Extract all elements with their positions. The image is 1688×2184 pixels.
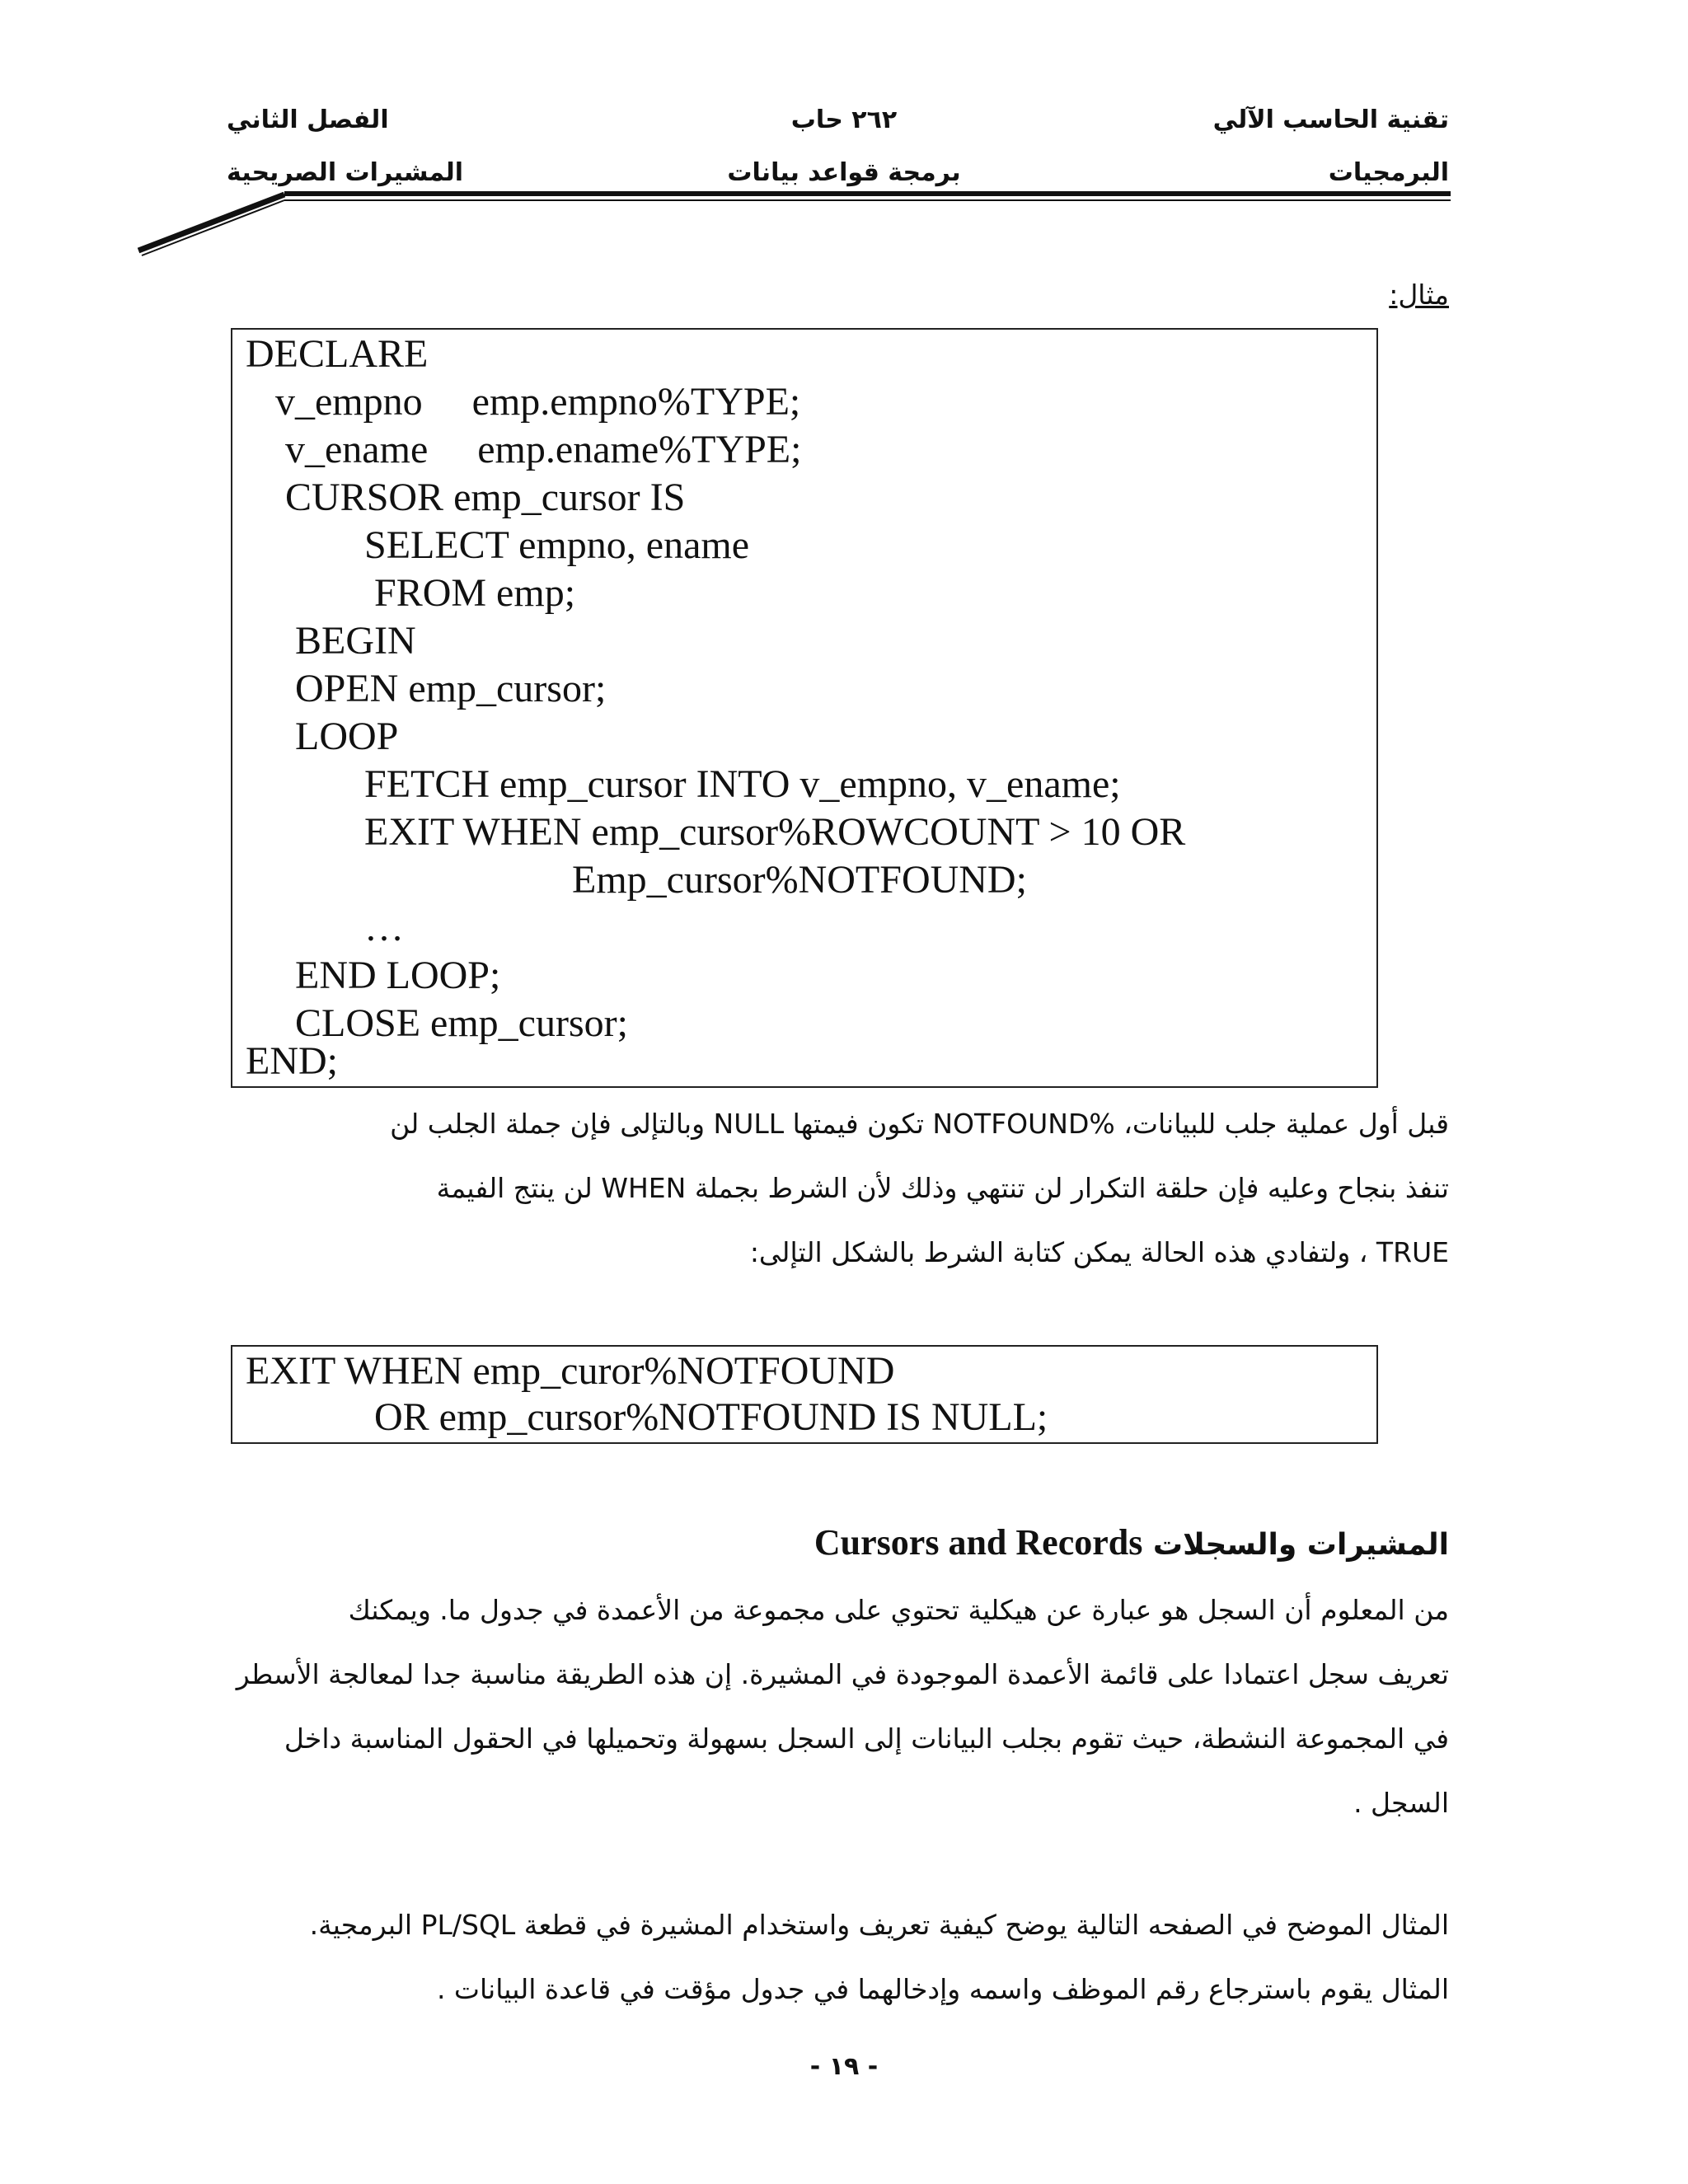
paragraph-line: في المجموعة النشطة، حيث تقوم بجلب البيانات إلى السجل بسهولة وتحميلها في الحقول المناسبة داخل bbox=[284, 1722, 1449, 1755]
paragraph-line: TRUE ، ولتفادي هذه الحالة يمكن كتابة الشرط بالشكل التإلى: bbox=[749, 1236, 1449, 1268]
code-line: CURSOR emp_cursor IS bbox=[246, 476, 686, 519]
header-course-code: ٢٦٢ حاب bbox=[790, 105, 898, 134]
code-line: EXIT WHEN emp_curor%NOTFOUND bbox=[246, 1349, 895, 1393]
header-chapter: الفصل الثاني bbox=[227, 105, 389, 134]
paragraph-line: تنفذ بنجاح وعليه فإن حلقة التكرار لن تنتهي وذلك لأن الشرط بجملة WHEN لن ينتج الفيمة bbox=[436, 1172, 1449, 1204]
code-line: v_ename emp.ename%TYPE; bbox=[246, 428, 802, 471]
section-heading-english: Cursors and Records bbox=[814, 1522, 1143, 1563]
header-rule-slant bbox=[0, 0, 1688, 264]
header-course-name: برمجة قواعد بيانات bbox=[727, 158, 961, 187]
code-line: END; bbox=[246, 1039, 338, 1083]
code-line: END LOOP; bbox=[246, 954, 501, 997]
code-line: SELECT empno, ename bbox=[246, 523, 750, 567]
code-block-2 bbox=[231, 1345, 1378, 1444]
section-heading-arabic: المشيرات والسجلات bbox=[1152, 1528, 1449, 1562]
code-line: FETCH emp_cursor INTO v_empno, v_ename; bbox=[246, 762, 1121, 806]
code-line: CLOSE emp_cursor; bbox=[246, 1001, 628, 1045]
page-number: - ١٩ - bbox=[809, 2052, 879, 2081]
header-chapter-topic: المشيرات الصريحية bbox=[227, 158, 464, 187]
code-line: FROM emp; bbox=[246, 571, 576, 615]
code-line: OPEN emp_cursor; bbox=[246, 667, 607, 710]
paragraph-line: من المعلوم أن السجل هو عبارة عن هيكلية تحتوي على مجموعة من الأعمدة في جدول ما. ويمكنك bbox=[348, 1594, 1449, 1626]
header-course-title: تقنية الحاسب الآلي bbox=[1212, 105, 1449, 134]
code-block-1 bbox=[231, 328, 1378, 1088]
code-line: Emp_cursor%NOTFOUND; bbox=[246, 858, 1027, 902]
paragraph-line: قبل أول عملية جلب للبيانات، %NOTFOUND تكون فيمتها NULL وبالتإلى فإن جملة الجلب لن bbox=[390, 1108, 1449, 1140]
paragraph-line: تعريف سجل اعتمادا على قائمة الأعمدة الموجودة في المشيرة. إن هذه الطريقة مناسبة جدا لمعالجة الأسطر bbox=[236, 1658, 1449, 1690]
paragraph-line: السجل . bbox=[1353, 1787, 1449, 1819]
paragraph-line: المثال الموضح في الصفحه التالية يوضح كيفية تعريف واستخدام المشيرة في قطعة PL/SQL البرمجية. bbox=[309, 1909, 1449, 1941]
header-department: البرمجيات bbox=[1328, 158, 1449, 187]
code-line: BEGIN bbox=[246, 619, 416, 663]
code-line: v_empno emp.empno%TYPE; bbox=[246, 380, 801, 424]
code-line: … bbox=[246, 906, 404, 949]
code-line: LOOP bbox=[246, 715, 399, 758]
code-line: DECLARE bbox=[246, 332, 429, 376]
example-label: مثال: bbox=[1389, 279, 1449, 311]
code-line: OR emp_cursor%NOTFOUND IS NULL; bbox=[246, 1395, 1048, 1439]
section-heading bbox=[814, 1521, 1449, 1563]
paragraph-line: المثال يقوم باسترجاع رقم الموظف واسمه وإدخالهما في جدول مؤقت في قاعدة البيانات . bbox=[436, 1973, 1449, 2005]
code-line: EXIT WHEN emp_cursor%ROWCOUNT > 10 OR bbox=[246, 810, 1186, 854]
